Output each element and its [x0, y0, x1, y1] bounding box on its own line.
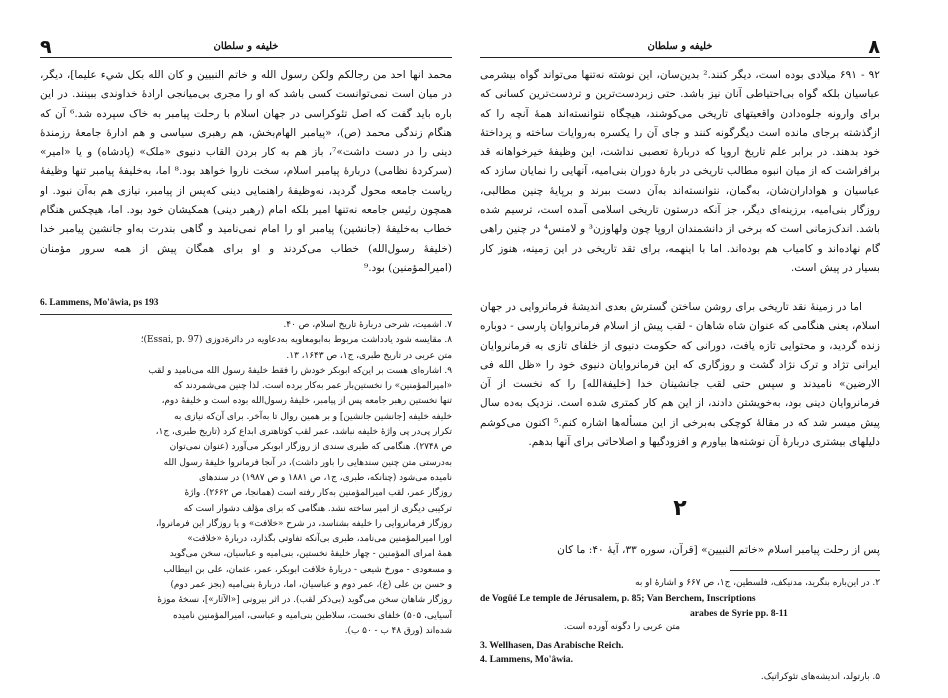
footnote-line: به‌درستی متن چنین سندهایی را باور داشت)، در آنجا فرمانروا خلیفهٔ رسول الله — [163, 457, 452, 468]
footnote-2-latin-a: de Vogüé Le temple de Jérusalem, p. 85; Van Berchem, Inscriptions — [480, 593, 756, 604]
footnote-4: 4. Lammens, Mo'âwia. — [480, 654, 574, 665]
epigraph-line: پس از رحلت پیامبر اسلام «خاتم النبیین» [قرآن، سوره ۳۳، آیهٔ ۴۰: ما کان — [557, 544, 880, 556]
footnote-2-persian — [480, 576, 880, 591]
page-number: ۸ — [868, 36, 880, 58]
footnote-latin — [40, 296, 452, 311]
footnote-5-wrap — [480, 670, 880, 685]
footnote-line: ص ۲۷۴۸). هنگامی که طبری سندی از روزگار ابوبکر می‌آورد (عنوان نمی‌توان — [169, 442, 452, 453]
left-page — [40, 0, 452, 698]
footnote-3: 3. Wellhasen, Das Arabische Reich. — [480, 640, 624, 651]
body-paragraph-1: ۹۲ - ۶۹۱ میلادی بوده است، دیگر کنند.² بدین‌سان، این نوشته نه‌تنها می‌تواند گواه بیشرمی عباسیان بلکه گواه بی‌احتیاطی آنان نیز باشد. حتی زبردست‌ترین و تردست‌ترین کسانی که برای وارونه جلوه‌دادن واقعیتهای تاریخی می‌کوشند، هیچگاه نتوانسته‌اند همهٔ آنچه را که ازگذشته برجای مانده است دیگرگونه کنند و جای آن را یکسره به‌روایات ساخته و پرداختهٔ خود بدهند. در برابر علم تاریخ اروپا که دربارهٔ تعصبی نداشت، این وظیفهٔ خیرخواهانه قد برافراشت که از میان انبوه مطالب تاریخی در بارهٔ دوران بنی‌امیه، آنهایی را نمایان سازد که عباسیان و هواداران‌شان، به‌گمان، نتوانسته‌اند به‌آن دست ببرند و برپایهٔ چنین مطالبی، روزگار بنی‌امیه، برزینه‌ای دیگر، جز آنکه درستون تاریخی اسلامی آمده است، ترسیم شده باشد. اندک‌زمانی است که برخی از دانشمندان اروپا چون ولهاوزن³ و لامنس⁴ در چنین راهی گام نهاده‌اند و کامیاب هم بوده‌اند. اما با اینهمه، برای تقد تاریخی در این زمینه، هنوز کار بسیار در پیش است. — [480, 69, 880, 274]
footnote-line: تکرار پی‌در پی واژهٔ خلیفه نباشد، عمر لقب کوتاهتری ابداع کرد (تاریخ طبری، ج۱، — [155, 427, 452, 438]
running-title: خلیفه و سلطان — [647, 41, 713, 52]
footnote-line: روزگار عمر، لقب امیرالمؤمنین به‌کار رفته است (همانجا، ص ۲۶۶۲). واژهٔ — [184, 488, 452, 499]
footnote-line: ۹. اشاره‌ای هست بر این‌که ابوبکر خودش را فقط خلیفهٔ رسول الله می‌نامید و لقب — [148, 365, 452, 376]
right-page — [480, 0, 880, 698]
footnote-line: ۷. اشمیت، شرحی دربارهٔ تاریخ اسلام، ص ۴۰. — [283, 320, 452, 330]
footnote-2-end — [480, 620, 880, 635]
footnote-line: نامیده می‌شود (چنانکه، طبری، ج۱، ص ۱۸۸۱ و ص ۱۹۸۷) در سندهای — [199, 472, 452, 483]
header-rule — [40, 57, 452, 58]
running-title: خلیفه و سلطان — [213, 41, 279, 52]
page-number: ۹ — [40, 36, 52, 58]
footnote-line: و حسن بن علی (ع)، عمر دوم و عباسیان، اما، دربارهٔ بنی‌امیه (بجز عمر دوم) — [170, 580, 452, 591]
footnote-separator — [40, 314, 452, 315]
body-paragraph: محمد انها احد من رجالكم ولكن رسول الله و خاتم النبيين و كان الله بكل شيء علیما]، دیگر، در میان است نمی‌توانست کسی باشد که او را مجری بی‌میانجی ارادهٔ خداوندی ببینند. در این باره باید گفت که اصل تئوکراسی در جهان اسلام با رحلت پیامبر به خاک سپرده شد.⁶ آن که هنگام زندگی محمد (ص)، «پیامبر الهام‌بخش، هم رهبری سیاسی و هم ادارهٔ جامعهٔ رزمندهٔ دینی را در دست داشت»⁷، باز هم به کار بردن القاب دنیوی «ملک» (پادشاه) و یا «امیر» (سرکردهٔ نظامی) دربارهٔ پیامبر اسلام، سخت ناروا خواهد بود.⁸ اما، به‌خلیفهٔ پیامبر تنها وظیفهٔ ریاست جامعه محول گردید، نه‌وظیفهٔ راهنمایی دینی که‌پس از پیامبر، نیازی هم به‌آن نبود. او همچون رئیس جامعه نه‌تنها امیر بلکه امام (رهبر دینی) همکیشان خود بود. اما، هیچکس هنگام خطاب به‌خلیفهٔ (جانشین) پیامبر او را امام نمی‌نامید و گاهی بندرت به‌او جانشین پیامبر خدا (خلیفهٔ رسول‌الله) خطاب می‌کردند و او برای همگان پیش از همه سرور مؤمنان (امیرالمؤمنین) بود.⁹ — [40, 69, 452, 274]
footnote-line: شده‌اند (ورق ۴۸ ب - ۵۰ ب). — [344, 625, 452, 636]
footnote-line: ۸. مقایسه شود یادداشت مربوط به‌ابومعاویه به‌دعاویه در دائرةدوزی (Essai, p. 97)؛ — [140, 335, 452, 346]
body-paragraph-2: اما در زمینهٔ نقد تاریخی برای روشن ساختن گسترش بعدی اندیشهٔ فرمانروایی در جهان اسلام، یعنی هنگامی که عنوان شاه شاهان - لقب پیش از اسلام فرمانروایان پارسی - دوباره زنده گردید، و محتوایی تازه یافت، دورانی که حکومت دنیوی از خلفای تازی به فرمانروایان ایرانی تژاد و ترک نژاد گشت و روزگاری که این فرمانروایان دنیوی خود را «ظل الله فی الارضین» نامیدند و سپس حتی لقب جانشینان خدا [خلیفةالله] را که نخست از آن فرمانروایان دینی بود، به‌خویشتن دادند، از این هم کار کمتری شده است. نزدیک به‌ده سال پیش میسر شد که در مقالهٔ کوچکی به‌برخی از این مسأله‌ها اشاره کنم.⁵ اکنون می‌کوشم دلیلهای بیشتری دربارهٔ آن نوشته‌ها بیاورم و افزودگیها و اصلاحاتی برای آنها بدهم. — [480, 301, 880, 449]
header-rule — [480, 57, 880, 58]
footnote-line: «امیرالمؤمنین» را نخستین‌بار عمر به‌کار برده است. لذا چنین می‌شمردند که — [173, 381, 452, 392]
page-header — [40, 36, 452, 58]
footnote-line: ترکیبی دیگری از امیر ساخته نشد. هنگامی که برای مؤلف دشوار است که — [183, 503, 452, 514]
footnote-2-text: ۲. در این‌باره بنگرید، مدنیکف، فلسطین، ج۱، ص ۶۶۷ و اشارهٔ او به — [635, 578, 880, 588]
footnote-line: و مسعودی - مورخ شیعی - دربارهٔ خلافت ابوبکر، عمر، عثمان، علی بن ابیطالب — [163, 564, 452, 575]
footnote-2-end-text: متن عربی را دگونه آورده است. — [563, 622, 680, 632]
footnote-line: همهٔ امرای المؤمنین - چهار خلیفهٔ نخستین، بنی‌امیه و عباسیان، سخن می‌گوید — [169, 549, 452, 560]
footnote-line: روزگار فرمانروایی را خلیفه بشناسد، در شرح «خلافت» و یا روزگار این فرمانروا، — [155, 518, 452, 529]
footnote-line: خلیفه خلیفه [جانشین جانشین] و بر همین روال تا به‌آخر. برای آن‌که نیازی به — [174, 411, 452, 422]
footnote-5: ۵. بارتولد، اندیشه‌های تئوکراتیک. — [760, 672, 880, 682]
footnote-separator — [730, 570, 880, 571]
footnote-line: اورا امیرالمؤمنین می‌نامد، طبری بی‌آنکه تفاوتی بگذارد، دربارهٔ «خلافت» — [187, 534, 452, 545]
section-number: ۲ — [673, 496, 687, 521]
footnote-line: آسیایی، ۵۰۵) خلفای نخست، سلاطین بنی‌امیه و عباسی، امیرالمؤمنین نامیده — [172, 610, 452, 621]
footnote-6: 6. Lammens, Mo'âwia, ps 193 — [40, 298, 159, 308]
page-header — [480, 36, 880, 58]
footnote-line: متن عربی در تاریخ طبری، ج۱، ص ۱۶۴۳، ۱۳. — [286, 350, 452, 361]
footnotes-block — [40, 318, 452, 639]
footnote-2-latin-b: arabes de Syrie pp. 8-11 — [690, 608, 788, 619]
footnote-line: روزگار شاهان سخن می‌گوید (بی‌ذکر لقب). در اثر بیرونی [«الآثار»]، نسخهٔ موزهٔ — [157, 595, 452, 606]
footnote-line: تنها نخستین رهبر جامعه پس از پیامبر، خلیفهٔ رسول‌الله بوده است و خلیفهٔ دوم، — [161, 396, 452, 407]
